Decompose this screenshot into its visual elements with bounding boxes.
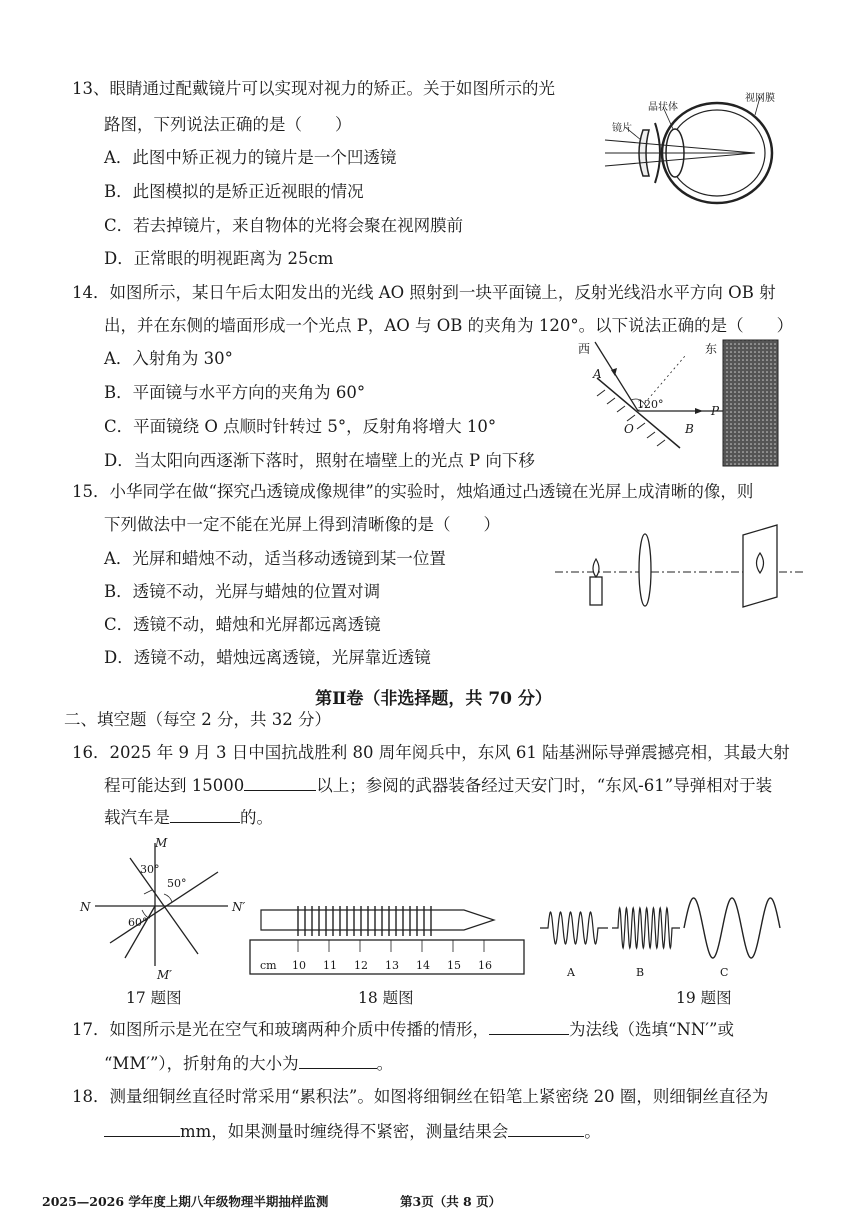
q15-lens-setup-diagram: [555, 525, 805, 615]
q17-line2-end: 。: [376, 1054, 394, 1073]
fig19-waveforms-diagram: [540, 890, 800, 970]
q13-fig-label-lens: 镜片: [612, 123, 632, 134]
fig18-tick-16: 16: [478, 959, 492, 972]
q13-fig-label-crystalline: 晶状体: [648, 102, 678, 113]
q13-option-b: B．此图模拟的是矫正近视眼的情况: [104, 182, 364, 201]
q18-line1: 18．测量细铜丝直径时常采用“累积法”。如图将细铜丝在铅笔上紧密绕 20 圈，则细铜丝直径为: [72, 1087, 769, 1106]
q14-fig-P: P: [711, 404, 720, 418]
q16-line3-start: 载汽车是: [104, 808, 170, 827]
q17-blank-1[interactable]: [489, 1018, 569, 1035]
q14-option-c: C．平面镜绕 O 点顺时针转过 5°，反射角将增大 10°: [104, 417, 497, 436]
fig19-label-a: A: [567, 966, 575, 979]
fig18-unit: cm: [260, 959, 277, 972]
fig18-tick-11: 11: [323, 959, 337, 972]
fig19-caption: 19 题图: [676, 989, 732, 1007]
fig18-tick-13: 13: [385, 959, 399, 972]
fig17-N2: N′: [232, 900, 246, 914]
q15-stem-line2: 下列做法中一定不能在光屏上得到清晰像的是（ ）: [104, 515, 500, 534]
q16-line2: [104, 774, 772, 797]
fig17-refraction-diagram: [80, 838, 250, 978]
fig17-M2: M′: [157, 968, 173, 982]
q18-blank-1[interactable]: [104, 1120, 180, 1137]
fig19-label-b: B: [636, 966, 645, 979]
q14-option-b: B．平面镜与水平方向的夹角为 60°: [104, 383, 366, 402]
fig17-angle-30: 30°: [140, 863, 160, 876]
section-fill-blank: 二、填空题（每空 2 分，共 32 分）: [64, 710, 331, 729]
q13-option-a: A．此图中矫正视力的镜片是一个凹透镜: [104, 148, 397, 167]
q15-stem-line1: 15．小华同学在做“探究凸透镜成像规律”的实验时，烛焰通过凸透镜在光屏上成清晰的像，则: [72, 482, 754, 501]
q14-fig-A: A: [593, 367, 602, 381]
q14-stem-line1: 14．如图所示，某日午后太阳发出的光线 AO 照射到一块平面镜上，反射光线沿水平方向 OB 射: [72, 283, 776, 302]
q13-option-c: C．若去掉镜片，来自物体的光将会聚在视网膜前: [104, 216, 464, 235]
q14-fig-B: B: [685, 422, 694, 436]
q15-option-b: B．透镜不动，光屏与蜡烛的位置对调: [104, 582, 381, 601]
fig19-wave-a: [540, 912, 608, 944]
q18-blank-2[interactable]: [508, 1120, 584, 1137]
fig19-wave-b: [612, 908, 680, 948]
fig18-tick-12: 12: [354, 959, 368, 972]
q14-fig-west: 西: [578, 342, 591, 356]
fig18-caption: 18 题图: [358, 989, 414, 1007]
fig17-N: N: [80, 900, 91, 914]
q14-fig-angle: 120°: [637, 398, 664, 411]
q14-option-d: D．当太阳向西逐渐下落时，照射在墙壁上的光点 P 向下移: [104, 451, 535, 470]
q13-stem-line1: 13、眼睛通过配戴镜片可以实现对视力的矫正。关于如图所示的光: [72, 79, 555, 98]
q16-blank-2[interactable]: [170, 806, 240, 823]
fig17-angle-60: 60°: [128, 916, 148, 929]
q17-blank-2[interactable]: [299, 1052, 377, 1069]
q16-line1: 16．2025 年 9 月 3 日中国抗战胜利 80 周年阅兵中，东风 61 陆基洲际导弹震撼亮相，其最大射: [72, 743, 790, 762]
q16-line2-end: 以上；参阅的武器装备经过天安门时，“东风-61”导弹相对于装: [316, 776, 773, 795]
q13-stem-line2: 路图，下列说法正确的是（ ）: [104, 115, 352, 134]
footer-page-number: 第3页（共 8 页）: [400, 1194, 502, 1209]
q14-stem-line2: 出，并在东侧的墙面形成一个光点 P，AO 与 OB 的夹角为 120°。以下说法正确的是（ ）: [104, 316, 794, 335]
fig18-tick-14: 14: [416, 959, 430, 972]
q16-blank-1[interactable]: [244, 774, 316, 791]
fig17-M: M: [155, 836, 168, 850]
q13-eye-diagram: [605, 85, 805, 205]
q17-line2: [104, 1052, 393, 1075]
q16-line3: [104, 806, 273, 829]
fig18-tick-15: 15: [447, 959, 461, 972]
q14-fig-O: O: [624, 422, 634, 436]
q17-line1: [72, 1018, 734, 1041]
q13-option-d: D．正常眼的明视距离为 25cm: [104, 249, 334, 268]
q15-option-a: A．光屏和蜡烛不动，适当移动透镜到某一位置: [104, 549, 446, 568]
q16-line3-end: 的。: [240, 808, 273, 827]
q17-line1-start: 17．如图所示是光在空气和玻璃两种介质中传播的情形，: [72, 1020, 489, 1039]
footer-exam-title: 2025—2026 学年度上期八年级物理半期抽样监测: [42, 1194, 329, 1209]
q15-option-d: D．透镜不动，蜡烛远离透镜，光屏靠近透镜: [104, 648, 431, 667]
fig17-caption: 17 题图: [126, 989, 182, 1007]
part2-title: 第Ⅱ卷（非选择题，共 70 分）: [315, 689, 552, 709]
q18-line2-mid: mm，如果测量时缠绕得不紧密，测量结果会: [180, 1122, 509, 1141]
q16-line2-start: 程可能达到 15000: [104, 776, 245, 795]
q14-fig-east: 东: [705, 342, 718, 356]
fig17-angle-50: 50°: [167, 877, 187, 890]
fig18-tick-10: 10: [292, 959, 306, 972]
q15-option-c: C．透镜不动，蜡烛和光屏都远离透镜: [104, 615, 381, 634]
q14-option-a: A．入射角为 30°: [104, 349, 233, 368]
q18-line2-end: 。: [584, 1122, 601, 1141]
q18-line2: [104, 1120, 601, 1143]
q17-line1-end: 为法线（选填“NN′”或: [569, 1020, 734, 1039]
q13-fig-label-retina: 视网膜: [745, 93, 775, 104]
q14-mirror-diagram: [585, 338, 805, 468]
q17-line2-start: “MM′”），折射角的大小为: [104, 1054, 299, 1073]
fig19-label-c: C: [720, 966, 729, 979]
fig19-wave-c: [684, 898, 780, 958]
